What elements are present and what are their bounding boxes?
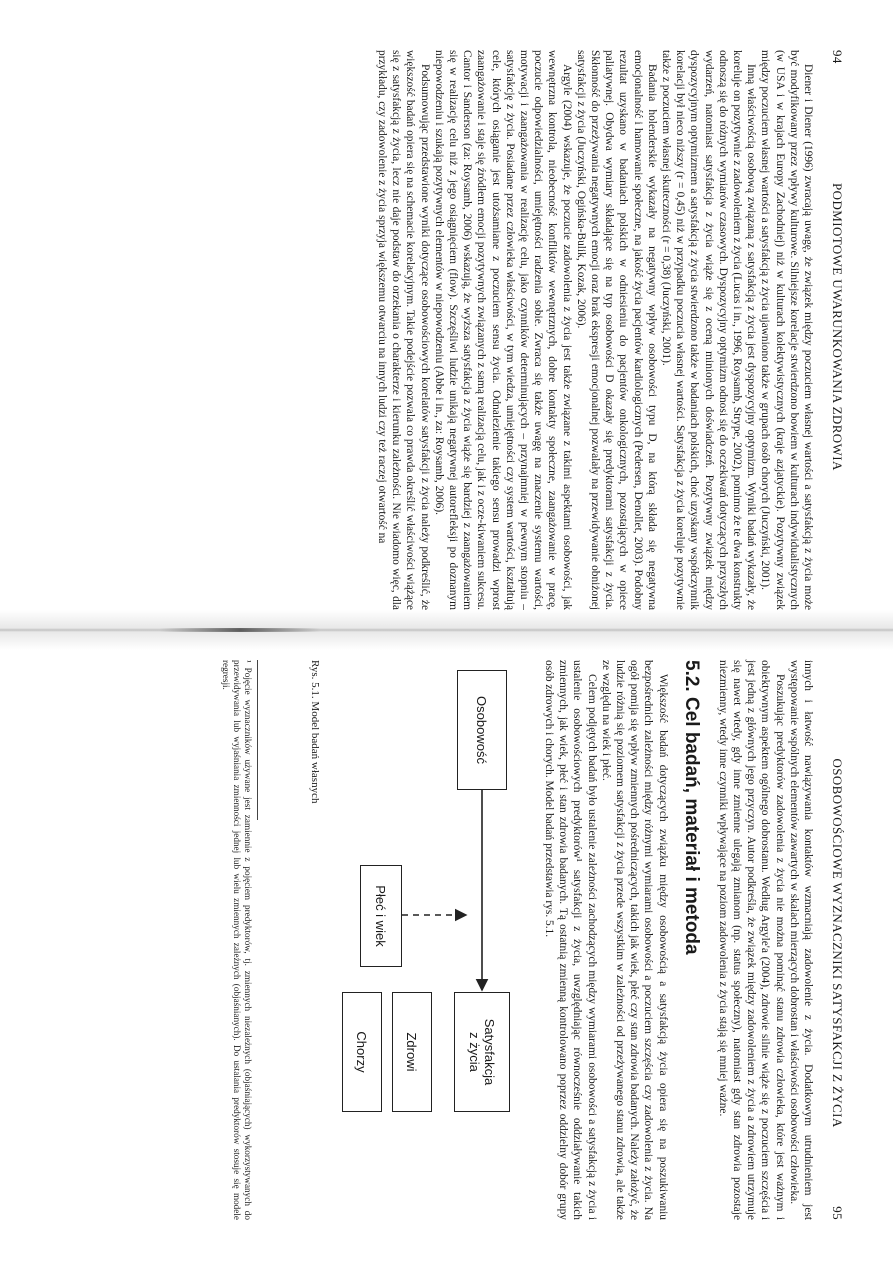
running-head-title-94: PODMIOTOWE UWARUNKOWANIA ZDROWIA — [830, 183, 845, 471]
box-zdrowi: Zdrowi — [392, 992, 432, 1112]
box-osobowosc: Osobowość — [457, 670, 507, 790]
figure-caption: Rys. 5.1. Model badań własnych — [308, 660, 321, 804]
box-satysfakcja — [454, 992, 510, 1112]
box-satysfakcja-line1: Satysfakcja — [481, 1018, 497, 1086]
paragraph: Podsumowując przedstawione wyniki dotyczące osobowościowych korelatów satysfakcji z życia należy podkreślić, że większość badań opiera się na schemacie korelacyjnym. Takie podejście pozwala co prawda określić właściwości wiążące się z satysfakcją z życia, lecz nie daje podstaw do orzekania o charakterze i kierunku zależności. Nie wiadomo więc, dla przykładu, czy zadowolenie z życia sprzyja większemu otwarciu na innych ludzi czy też raczej otwartość na — [375, 50, 431, 610]
paragraph: Badania holenderskie wykazały na negatywny wpływ osobowości typu D, na którą składa się negatywna emocjonalność i hamowanie społeczne, na jakość życia pacjentów kardiologicznych (Pedersen, Denollet, 2003). Podobny rezultat uzyskano w badaniach polskich w odniesieniu do pacjentów onkologicznych, pozostających w opiece paliatywnej. Obydwa wymiary składające się na typ osobowości D okazały się predyktorami satysfakcji z życia. Skłonność do przeżywania negatywnych emocji oraz brak ekspresji emocjonalnej pozwalały na przewidywanie obniżonej satysfakcji z życia (Juczyński, Ogińska-Bulik, Kozak, 2006). — [574, 50, 658, 610]
running-head-94 — [829, 50, 845, 610]
paragraph: Diener i Diener (1996) zwracają uwagę, że związek między poczuciem własnej wartości a satysfakcją z życia może być modyfikowany przez wpływy kulturowe. Silniejsze korelacje stwierdzono bowiem w kulturach indywidualistycznych (w USA i w krajach Europy Zachodniej) niż w kulturach kolektywistycznych (kraje azjatyckie). Pozytywny związek między poczuciem własnej wartości a satysfakcją z życia ujawniono także w grupach osób chorych (Juczyński, 2001). — [759, 50, 814, 610]
book-gutter-shadow — [0, 610, 893, 650]
paragraph: Większość badań dotyczących związku między osobowością a satysfakcją życia opiera się na poszukiwaniu bezpośrednich zależności między różnymi wymiarami osobowości a poczuciem szczęścia czy zadowolenia z życia. Na ogół pomija się wpływ zmiennych pośredniczących, takich jak wiek, płeć czy stan zdrowia badanych. Należy założyć, że ludzie różnią się poziomem satysfakcji z życia przede wszystkim w zależności od przeżywanego stanu zdrowia, ale także ze względu na wiek i płeć. — [599, 660, 669, 1220]
running-head-title-95: OSOBOWOŚCIOWE WYZNACZNIKI SATYSFAKCJI Z ŻYCIA — [830, 758, 845, 1128]
running-head-95 — [829, 660, 845, 1220]
book-spine-mark — [160, 628, 320, 632]
paragraph: Poszukując predyktorów zadowolenia z życia nie można pominąć stanu zdrowia człowieka, które jest ważnym i obiektywnym aspektem ogólnego dobrostanu. Według Argyle'a (2004), zdrowie silnie wiąże się z poczuciem szczęścia i jest jedną z głównych jego przyczyn. Autor podkreśla, że związek między zadowoleniem z życia a zdrowiem utrzymuje się nawet wtedy, gdy inne zmienne ulegają zmianom (np. status społeczny), natomiast gdy stan zdrowia pozostaje niezmienny, wtedy inne czynniki wpływające na poziom zadowolenia z życia stają się mniej ważne. — [716, 660, 786, 1220]
section-heading: 5.2. Cel badań, materiał i metoda — [680, 660, 702, 955]
page-94 — [145, 50, 845, 610]
paragraph: Inną właściwością osobową związaną z satysfakcją z życia jest dyspozycyjny optymizm. Wyniki badań wykazały, że koreluje on pozytywnie z zadowoleniem z życia (Lucas i in., 1996, Roysamb, Strype, 2002), pomimo że te dwa konstrukty odnoszą się do różnych wymiarów czasowych. Dyspozycyjny optymizm odnosi się do oczekiwań dotyczących przyszłych wydarzeń, natomiast satysfakcja z życia wiąże się z oceną minionych doświadczeń. Pozytywny związek między dyspozycyjnym optymizmem a satysfakcją z życia stwierdzono także w badaniach polskich, choć uzyskany współczynnik korelacji był nieco niższy (r = 0,45) niż w przypadku poczucia własnej wartości. Satysfakcja z życia koreluje pozytywnie także z poczuciem własnej skuteczności (r = 0,38) (Juczyński, 2001). — [659, 50, 758, 610]
paragraph: Argyle (2004) wskazuje, że poczucie zadowolenia z życia jest także związane z takimi aspektami osobowości, jak wewnętrzna kontrola, nieobecność konfliktów wewnętrznych, dobre kontakty społeczne, zaangażowanie w pracę, poczucie odpowiedzialności, umiejętności radzenia sobie. Zwraca się także uwagę na znaczenie systemu wartości, motywacji i zaangażowania w realizację celu, jako czynników determinujących – przynajmniej w pewnym stopniu – satysfakcję z życia. Posiadane przez człowieka właściwości, w tym wiedza, umiejętności czy system wartości, kształtują cele, których osiąganie jest utożsamiane z poczuciem sensu życia. Odnalezienie takiego sensu prowadzi wprost zaangażowanie i staje się źródłem emocji pozytywnych związanych z samą realizacją celu, jak i z ocze-kiwaniem sukcesu. Cantor i Sanderson (za: Roysamb, 2006) wskazują, że wyższa satysfakcja z życia wiąże się bardziej z zaangażowaniem się w realizację celu niż z jego osiągnięciem (flow). Szczęśliwi ludzie unikają negatywnej autorefleksji po doznanym niepowodzeniu i szukają pozytywnych elementów w niepowodzeniu (Abbe i in., za: Roysamb, 2006). — [432, 50, 573, 610]
page-number-94: 94 — [830, 50, 845, 64]
box-plec-wiek: Płeć i wiek — [360, 865, 402, 967]
box-satysfakcja-line2: z życia — [466, 1032, 482, 1072]
page-95 — [145, 660, 845, 1220]
box-chorzy: Chorzy — [342, 992, 382, 1112]
page-number-95: 95 — [830, 1206, 845, 1220]
research-model-diagram — [272, 660, 532, 1200]
footnote-divider — [257, 660, 258, 820]
paragraph: innych i łatwość nawiązywania kontaktów wzmacniają zadowolenie z życia. Dodatkowym utrudnieniem jest występowanie wspólnych elementów zawartych w skalach mierzących dobrostan i właściwości osobowości człowieka. — [787, 660, 814, 1220]
footnote: ¹ Pojęcie wyznaczników używane jest zamiennie z pojęciem predyktorów, tj. zmiennych niezależnych (objaśniających) wykorzystywanych do przewidywania lub wyjaśniania zmienności jednej lub wielu zmiennych zależnych (objaśnianych). Do ustalania predyktorów stosuje się modele regresji. — [220, 660, 253, 1220]
paragraph: Celem podjętych badań było ustalenie zależności zachodzących między wymiarami osobowości a satysfakcją z życia i ustalenie osobowościowych predyktorów¹ satysfakcji z życia, uwzględniając równocześnie oddziaływanie takich zmiennych, jak wiek, płeć i stan zdrowia badanych. Tą ostatnią zmienną kontrolowano poprzez oddzielny dobór grupy osób zdrowych i chorych. Model badań przedstawia rys. 5.1. — [542, 660, 598, 1220]
